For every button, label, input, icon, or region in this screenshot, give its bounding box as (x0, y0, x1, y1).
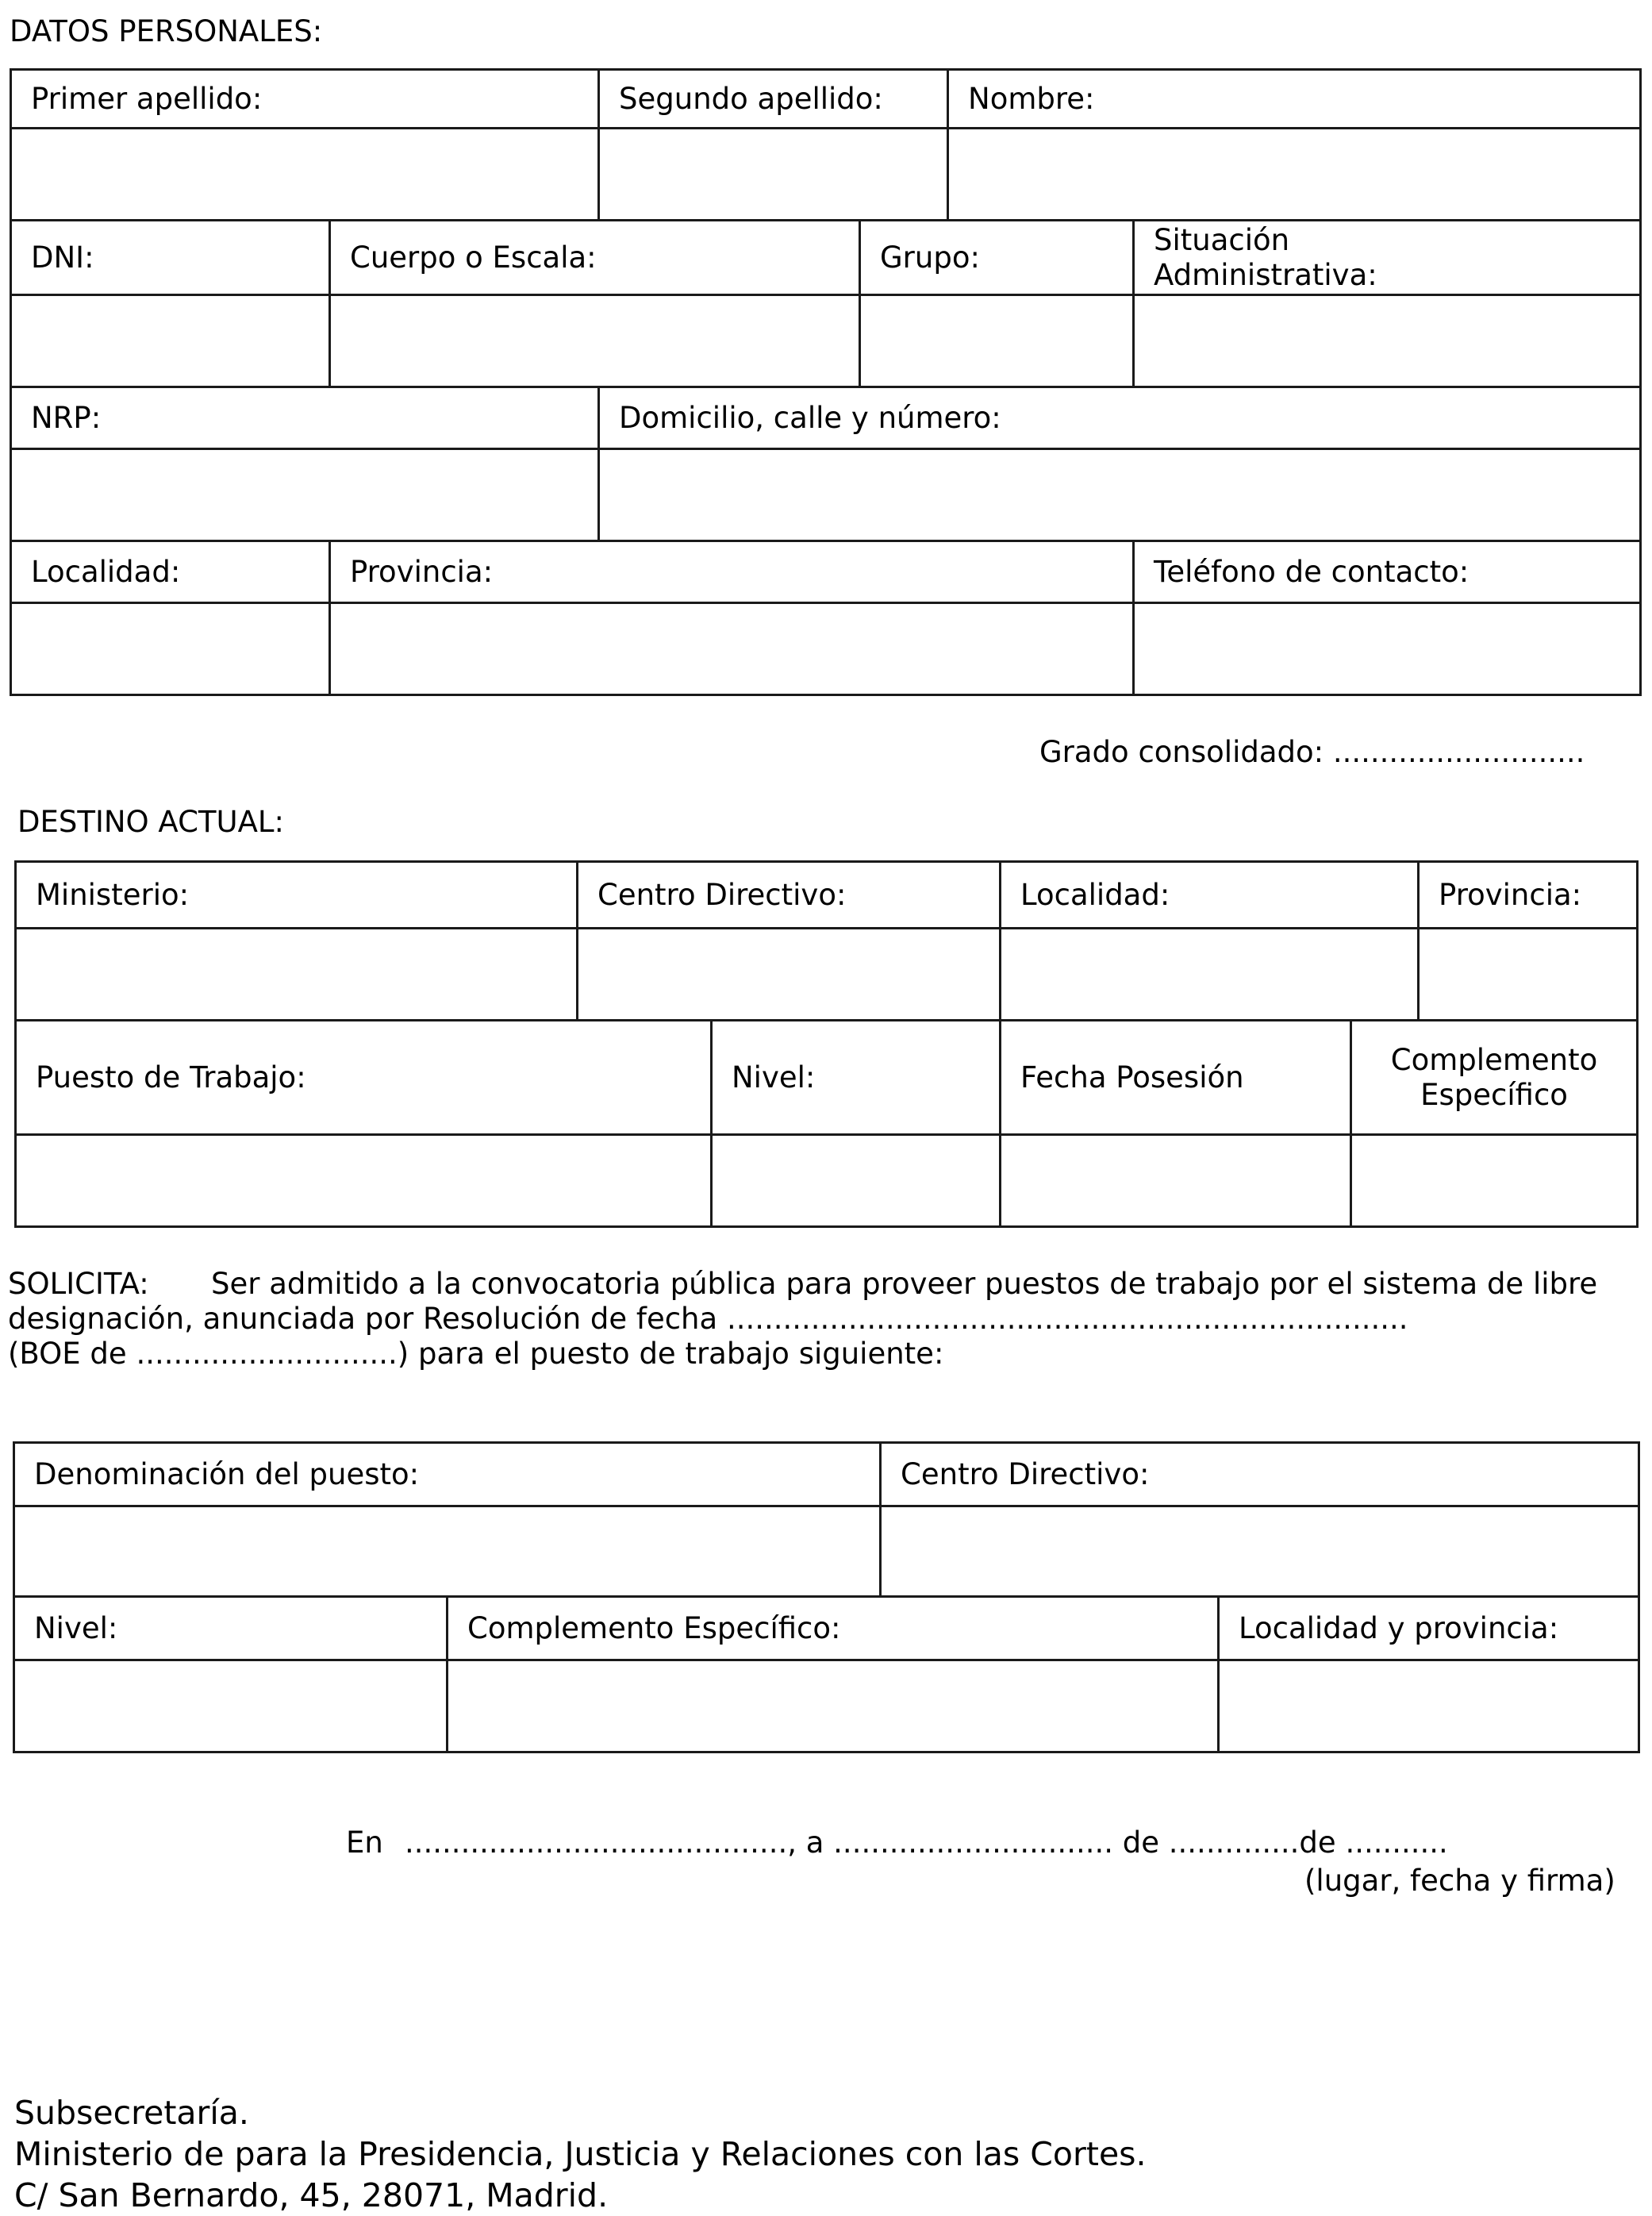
firma-en-label: En (346, 1826, 383, 1860)
complemento-label-line1: Complemento (1390, 1042, 1598, 1077)
denominacion-puesto-field[interactable] (14, 1506, 881, 1597)
provincia-field[interactable] (330, 603, 1134, 695)
dni-field[interactable] (11, 295, 330, 387)
segundo-apellido-field[interactable] (599, 129, 948, 221)
situacion-label-line1: Situación (1154, 222, 1290, 257)
grado-consolidado: Grado consolidado: ........................... (1039, 735, 1585, 769)
telefono-label: Teléfono de contacto: (1134, 541, 1641, 603)
puesto-solicitado-table (13, 1441, 1640, 1753)
nrp-label: NRP: (11, 387, 599, 449)
footer-line3: C/ San Bernardo, 45, 28071, Madrid. (14, 2176, 609, 2214)
solicita-line1: Ser admitido a la convocatoria pública para proveer puestos de trabajo por el sistema de libre (211, 1267, 1598, 1301)
solicitado-nivel-field[interactable] (14, 1660, 448, 1752)
fecha-posesion-label: Fecha Posesión (1001, 1021, 1351, 1135)
destino-actual-heading: DESTINO ACTUAL: (17, 805, 284, 839)
dni-label: DNI: (11, 221, 330, 295)
cuerpo-escala-label: Cuerpo o Escala: (330, 221, 860, 295)
solicita-label: SOLICITA: (8, 1267, 149, 1301)
fecha-posesion-field[interactable] (1001, 1135, 1351, 1227)
solicita-line2: designación, anunciada por Resolución de fecha ......................................................................... (8, 1302, 1408, 1336)
localidad-label: Localidad: (11, 541, 330, 603)
solicitado-centro-directivo-field[interactable] (881, 1506, 1639, 1597)
firma-caption: (lugar, fecha y firma) (1304, 1864, 1616, 1898)
grupo-label: Grupo: (860, 221, 1134, 295)
ministerio-label: Ministerio: (16, 862, 578, 929)
domicilio-label: Domicilio, calle y número: (599, 387, 1641, 449)
destino-nivel-label: Nivel: (712, 1021, 1001, 1135)
destino-provincia-field[interactable] (1419, 929, 1638, 1021)
datos-personales-table (10, 68, 1642, 696)
cuerpo-escala-field[interactable] (330, 295, 860, 387)
destino-localidad-field[interactable] (1001, 929, 1419, 1021)
solicitado-centro-directivo-label: Centro Directivo: (881, 1443, 1639, 1506)
solicitado-complemento-label: Complemento Específico: (448, 1597, 1219, 1660)
destino-actual-table (14, 860, 1639, 1228)
nrp-field[interactable] (11, 449, 599, 541)
solicitado-nivel-label: Nivel: (14, 1597, 448, 1660)
situacion-administrativa-field[interactable] (1134, 295, 1641, 387)
centro-directivo-label: Centro Directivo: (578, 862, 1001, 929)
solicitado-complemento-field[interactable] (448, 1660, 1219, 1752)
footer-line1: Subsecretaría. (14, 2094, 249, 2132)
localidad-provincia-field[interactable] (1219, 1660, 1639, 1752)
destino-provincia-label: Provincia: (1419, 862, 1638, 929)
situacion-label-line2: Administrativa: (1154, 257, 1377, 292)
centro-directivo-field[interactable] (578, 929, 1001, 1021)
provincia-label: Provincia: (330, 541, 1134, 603)
domicilio-field[interactable] (599, 449, 1641, 541)
solicita-line3: (BOE de ............................) para el puesto de trabajo siguiente: (8, 1337, 944, 1371)
primer-apellido-field[interactable] (11, 129, 599, 221)
nombre-label: Nombre: (948, 70, 1641, 129)
localidad-field[interactable] (11, 603, 330, 695)
nombre-field[interactable] (948, 129, 1641, 221)
footer-address (14, 2092, 1147, 2216)
ministerio-field[interactable] (16, 929, 578, 1021)
puesto-trabajo-field[interactable] (16, 1135, 712, 1227)
destino-nivel-field[interactable] (712, 1135, 1001, 1227)
denominacion-puesto-label: Denominación del puesto: (14, 1443, 881, 1506)
grupo-field[interactable] (860, 295, 1134, 387)
primer-apellido-label: Primer apellido: (11, 70, 599, 129)
complemento-especifico-field[interactable] (1351, 1135, 1638, 1227)
firma-line[interactable]: ........................................., a .............................. de ..............de ........... (405, 1826, 1448, 1860)
situacion-administrativa-label (1134, 221, 1641, 295)
datos-personales-heading: DATOS PERSONALES: (10, 14, 323, 48)
complemento-especifico-label (1351, 1021, 1638, 1135)
telefono-field[interactable] (1134, 603, 1641, 695)
complemento-label-line2: Específico (1420, 1077, 1568, 1112)
footer-line2: Ministerio de para la Presidencia, Justicia y Relaciones con las Cortes. (14, 2135, 1147, 2173)
segundo-apellido-label: Segundo apellido: (599, 70, 948, 129)
destino-localidad-label: Localidad: (1001, 862, 1419, 929)
localidad-provincia-label: Localidad y provincia: (1219, 1597, 1639, 1660)
puesto-trabajo-label: Puesto de Trabajo: (16, 1021, 712, 1135)
